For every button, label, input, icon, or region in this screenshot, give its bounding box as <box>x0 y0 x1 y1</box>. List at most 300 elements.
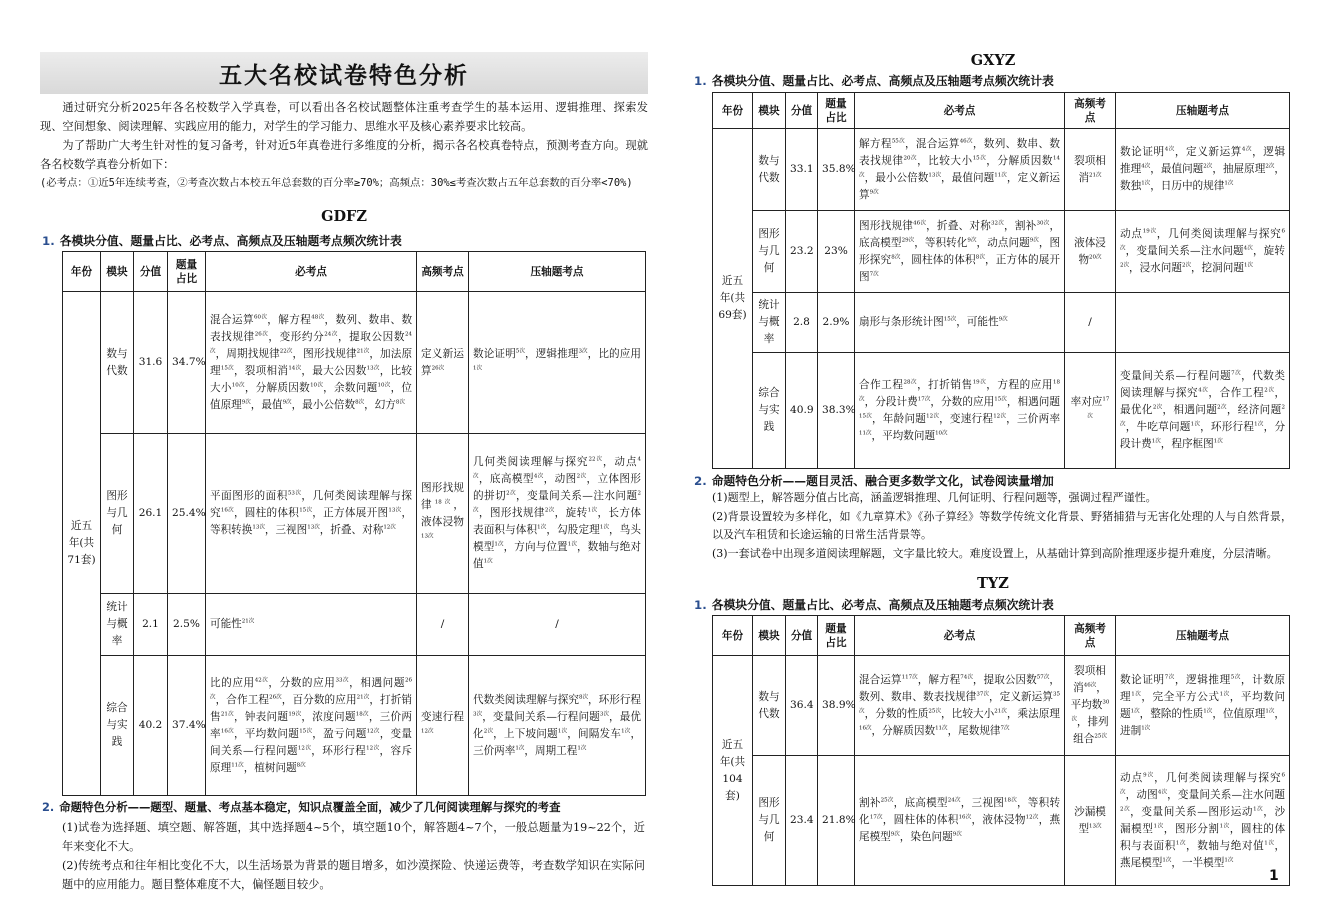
topic-text: 裂项相消 <box>1073 665 1106 694</box>
gdfz-section-1-text: 各模块分值、题量占比、必考点、高频点及压轴题考点频次统计表 <box>59 234 402 248</box>
topic-text: ，图形分割 <box>1163 822 1220 835</box>
topic-text: ，液体浸物 <box>971 814 1026 826</box>
header-high: 高频考点 <box>1065 616 1116 656</box>
topic-text: ，数轴与绝对值 <box>473 541 642 570</box>
ratio-cell: 38.9% <box>818 656 855 756</box>
year-cell: 近五年(共69套) <box>713 129 753 469</box>
topic-count: 12次 <box>366 744 380 751</box>
topic-count: 24次 <box>324 330 338 337</box>
hard-cell <box>1116 756 1290 886</box>
topic-count: 9次 <box>1029 236 1039 243</box>
topic-count: 33次 <box>335 676 350 683</box>
topic-text: ，变量间关系—行程问题 <box>210 727 413 757</box>
topic-text: ，相遇问题 <box>1006 395 1061 408</box>
topic-text: 解方程 <box>859 137 892 150</box>
topic-text: ，方向与位置 <box>503 541 568 553</box>
topic-count: 12次 <box>421 727 434 734</box>
topic-text: / <box>555 618 559 630</box>
topic-count: 9次 <box>967 236 977 243</box>
topic-text: ，图形探究 <box>859 236 1061 266</box>
topic-text: ，乘法原理 <box>1006 707 1061 720</box>
topic-text: ，解方程 <box>917 673 961 686</box>
module-cell: 统计与概率 <box>753 293 786 353</box>
module-cell: 综合与实践 <box>753 353 786 469</box>
header-score: 分值 <box>134 252 168 292</box>
header-must: 必考点 <box>855 616 1065 656</box>
topic-count: 1次 <box>494 541 504 548</box>
topic-text: ，数列、数串、数表找规律 <box>859 137 1061 167</box>
topic-count: 28次 <box>903 378 918 385</box>
topic-text: ，计数原理 <box>1120 673 1286 703</box>
topic-count: 7次 <box>1231 370 1242 377</box>
topic-text: ，分数的应用 <box>268 676 336 689</box>
topic-text: ，合作工程 <box>1208 387 1265 399</box>
topic-count: 10次 <box>935 429 948 436</box>
topic-text: ，环形行程 <box>588 693 642 706</box>
school-name-tyz: TYZ <box>977 575 1009 592</box>
topic-text: ，三价两率 <box>210 710 413 740</box>
topic-text: ，分解质因数 <box>986 154 1053 167</box>
gdfz-point-2: (2)传统考点和往年相比变化不大，以生活场景为背景的题目增多，如沙漠探险、快递运费等，考查数学知识在实际问题中的应用能力。题目整体难度不大，偏怪题目较少。 <box>62 859 645 891</box>
topic-count: 11次 <box>859 429 872 436</box>
topic-text: ，等积转换 <box>210 507 413 536</box>
topic-count: 2次 <box>1181 262 1191 269</box>
topic-count: 26次 <box>431 364 445 371</box>
topic-text: ，植树问题 <box>243 761 297 774</box>
topic-text: ，等积转化 <box>914 236 968 249</box>
topic-count: 1次 <box>483 558 493 565</box>
topic-count: 15次 <box>943 316 957 323</box>
topic-count: 26次 <box>269 693 282 700</box>
topic-count: 2次 <box>483 727 494 734</box>
topic-text: ，定义新运算 <box>1174 146 1242 158</box>
topic-text: ，盈亏问题 <box>312 727 367 740</box>
topic-count: 9次 <box>952 831 962 838</box>
topic-count: 2次 <box>1120 404 1286 428</box>
topic-count: 55次 <box>891 137 905 144</box>
tyz-table <box>712 615 1290 886</box>
gdfz-section-1-heading <box>42 232 402 249</box>
tyz-section-1-text: 各模块分值、题量占比、必考点、高频点及压轴题考点频次统计表 <box>711 598 1054 612</box>
topic-count: 3次 <box>599 710 610 717</box>
topic-text: ，燕尾模型 <box>1120 839 1286 869</box>
topic-text: ，打折销售 <box>917 378 973 391</box>
school-name-gxyz: GXYZ <box>970 52 1016 69</box>
topic-text: 混合运算 <box>859 673 902 686</box>
topic-count: 57次 <box>1036 673 1050 680</box>
topic-text: ，打折销售 <box>210 693 413 723</box>
gdfz-table <box>62 251 646 796</box>
topic-count: 2次 <box>473 490 642 514</box>
topic-count: 117次 <box>901 673 918 680</box>
topic-text: ，浸水问题 <box>1129 262 1182 274</box>
topic-text: ，鸟头模型 <box>473 524 642 553</box>
topic-count: 12次 <box>993 412 1007 419</box>
topic-count: 1次 <box>1254 421 1264 428</box>
topic-text: ，最值 <box>250 398 283 411</box>
topic-count: 21次 <box>356 347 370 354</box>
topic-count: 26次 <box>210 676 413 700</box>
topic-text: ，环形行程 <box>1200 421 1255 433</box>
topic-count: 9次 <box>241 398 251 405</box>
gxyz-section-2-text: 命题特色分析——题目灵活、融合更多数学文化，试卷阅读量增加 <box>711 474 1054 488</box>
topic-count: 1次 <box>1141 180 1151 187</box>
topic-count: 21次 <box>220 710 234 717</box>
topic-count: 5次 <box>1230 673 1241 680</box>
topic-text: ，环形行程 <box>311 744 367 757</box>
topic-text: ，几何类阅读理解与探究 <box>1154 771 1282 784</box>
topic-text: ，分解质因数 <box>871 724 936 737</box>
topic-count: 1次 <box>1175 839 1187 846</box>
intro-p1: 通过研究分析2025年各名校数学入学真卷，可以看出各名校试题整体注重考查学生的基本运用、逻辑推理、探索发现、空间想象、阅读理解、实践应用的能力，对学生的学习能力、思维水平及核心素养要求比较高。 <box>40 101 648 133</box>
topic-count: 18次 <box>859 378 1060 402</box>
topic-text: ，三价两率 <box>1006 412 1061 425</box>
topic-text: 平面图形的面积 <box>210 490 288 502</box>
topic-text: ，幻方 <box>364 398 396 411</box>
topic-text: ，方程的应用 <box>986 378 1053 391</box>
gxyz-section-2-number: 2. <box>694 474 707 488</box>
topic-text: ，浓度问题 <box>301 710 356 723</box>
module-cell: 图形与几何 <box>753 211 786 293</box>
hard-cell <box>469 594 646 656</box>
topic-text: ，变量间关系—注水问题 <box>1125 245 1244 257</box>
topic-count: 10次 <box>231 381 245 388</box>
topic-count: 18次 <box>1004 797 1017 804</box>
tyz-section-1-number: 1. <box>694 598 707 612</box>
topic-count: 1次 <box>1219 690 1230 697</box>
topic-count: 13次 <box>928 171 942 178</box>
topic-text: ，提取公因数 <box>337 330 406 343</box>
topic-text: ，平均数 <box>1070 682 1107 711</box>
topic-text: 液体浸物 <box>1074 236 1106 266</box>
year-cell: 近五年(共104套) <box>713 656 753 886</box>
topic-count: 30次 <box>1071 699 1110 723</box>
topic-text: / <box>440 618 445 630</box>
high-cell <box>417 594 469 656</box>
topic-text: ，最值问题 <box>1150 163 1204 175</box>
ratio-cell: 25.4% <box>168 434 206 594</box>
score-cell: 40.9 <box>786 353 818 469</box>
topic-text: ，钟表问题 <box>233 710 289 723</box>
topic-text: ，数独 <box>1120 163 1285 192</box>
topic-text: ，逻辑推理 <box>1120 146 1286 175</box>
topic-text: 数论证明 <box>1120 673 1165 686</box>
topic-count: 9次 <box>890 831 900 838</box>
topic-text: ，圆柱的体积与表面积 <box>1120 822 1286 852</box>
score-cell: 26.1 <box>134 434 168 594</box>
hard-cell <box>469 656 646 796</box>
topic-count: 24次 <box>210 330 413 354</box>
gxyz-analysis <box>712 489 1292 563</box>
hard-cell <box>1116 656 1290 756</box>
topic-count: 37次 <box>976 690 990 697</box>
topic-count: 60次 <box>253 313 268 320</box>
gxyz-point-1: (1)题型上，解答题分值占比高，涵盖逻辑推理、几何证明、行程问题等，强调过程严谨性。 <box>712 491 1157 504</box>
topic-count: 9次 <box>1143 771 1155 778</box>
topic-count: 2次 <box>1265 163 1275 170</box>
topic-count: 6次 <box>1120 771 1286 795</box>
topic-count: 1次 <box>1253 805 1264 812</box>
topic-count: 35次 <box>859 690 1061 714</box>
gdfz-analysis <box>62 818 645 894</box>
topic-count: 16次 <box>859 724 872 731</box>
header-module: 模块 <box>101 252 134 292</box>
topic-count: 4次 <box>1243 245 1253 252</box>
topic-count: 16次 <box>958 814 972 821</box>
module-cell: 数与代数 <box>101 292 134 434</box>
ratio-cell: 2.5% <box>168 594 206 656</box>
topic-text: ，上下坡问题 <box>493 727 558 740</box>
header-score: 分值 <box>786 93 818 129</box>
topic-count: 11次 <box>231 761 244 768</box>
gxyz-table <box>712 92 1290 469</box>
hard-cell <box>1116 129 1290 211</box>
topic-text: ，提取公因数 <box>972 673 1037 686</box>
topic-count: 22次 <box>588 456 603 463</box>
ratio-cell: 37.4% <box>168 656 206 796</box>
header-module: 模块 <box>753 93 786 129</box>
topic-count: 7次 <box>869 270 879 277</box>
header-ratio: 题量占比 <box>818 616 855 656</box>
topic-text: ，变量间关系—行程问题 <box>482 710 600 723</box>
topic-text: 变速行程 <box>421 710 464 723</box>
topic-count: 1次 <box>1190 421 1201 428</box>
high-cell <box>1065 211 1116 293</box>
topic-count: 17次 <box>1087 395 1110 419</box>
gdfz-section-1-number: 1. <box>42 234 55 248</box>
topic-text: ，分段计费 <box>1120 421 1286 450</box>
topic-count: 14次 <box>859 154 1060 178</box>
school-name-gdfz: GDFZ <box>321 208 367 225</box>
topic-text: ，余数问题 <box>323 381 378 394</box>
header-high: 高频考点 <box>417 252 469 292</box>
topic-text: ，液体浸物 <box>421 498 465 528</box>
topic-count: 24次 <box>947 797 961 804</box>
topic-text: ，最优化 <box>1120 387 1286 416</box>
high-cell <box>1065 656 1116 756</box>
topic-text: 变量间关系—行程问题 <box>1120 370 1232 382</box>
topic-count: 12次 <box>297 744 312 751</box>
topic-count: 18次 <box>355 710 369 717</box>
must-cell <box>206 656 417 796</box>
topic-text: ，牛吃草问题 <box>1125 421 1191 433</box>
gxyz-section-1-number: 1. <box>694 74 707 88</box>
topic-count: 3次 <box>473 710 483 717</box>
topic-count: 1次 <box>1264 839 1275 846</box>
topic-count: 11次 <box>935 724 948 731</box>
topic-text: ，百分数的应用 <box>281 693 357 706</box>
topic-count: 1次 <box>1219 822 1230 829</box>
topic-text: ，位值原理 <box>210 381 413 411</box>
topic-text: ，挖洞问题 <box>1190 262 1244 274</box>
score-cell: 2.8 <box>786 293 818 353</box>
topic-text: ，变速行程 <box>939 412 994 425</box>
topic-text: ，圆柱体的体积 <box>882 814 959 826</box>
topic-count: 12次 <box>1025 814 1039 821</box>
topic-count: 6次 <box>1120 228 1286 252</box>
topic-text: ，间隔发车 <box>567 727 622 740</box>
header-module: 模块 <box>753 616 786 656</box>
topic-text: ，圆柱的体积 <box>233 507 300 519</box>
topic-count: 1次 <box>1224 180 1234 187</box>
topic-text: ，比较大小 <box>917 154 973 167</box>
topic-text: ，加法原理 <box>210 347 413 377</box>
topic-text: ，相遇问题 <box>1162 404 1218 416</box>
topic-text: 数论证明 <box>473 347 516 360</box>
topic-text: 数论证明 <box>1120 146 1165 158</box>
topic-count: 16次 <box>220 727 234 734</box>
topic-count: 5次 <box>515 347 525 354</box>
topic-text: ，变量间关系—注水问题 <box>516 490 638 502</box>
topic-count: 13次 <box>1089 822 1102 829</box>
score-cell: 31.6 <box>134 292 168 434</box>
topic-text: ，排列组合 <box>1073 716 1109 745</box>
topic-text: ，年龄问题 <box>871 412 927 425</box>
module-cell: 数与代数 <box>753 129 786 211</box>
topic-count: 26次 <box>254 330 269 337</box>
topic-count: 17次 <box>869 814 883 821</box>
year-cell: 近五年(共71套) <box>63 292 101 796</box>
topic-count: 8次 <box>579 693 589 700</box>
must-cell <box>855 211 1065 293</box>
page-title: 五大名校试卷特色分析 <box>219 62 469 89</box>
topic-count: 46次 <box>959 137 973 144</box>
topic-text: ，动图 <box>543 473 577 485</box>
topic-count: 1次 <box>1130 707 1140 714</box>
topic-count: 12次 <box>383 524 396 531</box>
high-cell <box>1065 129 1116 211</box>
topic-count: 8次 <box>355 398 365 405</box>
topic-count: 8次 <box>891 253 901 260</box>
topic-text: ，折叠、对称 <box>319 524 384 536</box>
topic-text: ，定义新运算 <box>859 171 1061 201</box>
topic-count: 10次 <box>310 381 324 388</box>
topic-text: ，染色问题 <box>899 831 953 843</box>
high-cell <box>1065 756 1116 886</box>
topic-text: ，最小公倍数 <box>291 398 356 411</box>
gdfz-point-1: (1)试卷为选择题、填空题、解答题，其中选择题4~5个，填空题10个，解答题4~7个，一般总题量为19~22个，近年来变化不大。 <box>62 821 645 853</box>
topic-count: 15次 <box>994 395 1007 402</box>
topic-count: 46次 <box>1083 682 1097 689</box>
topic-text: ，解方程 <box>267 313 312 326</box>
topic-text: ，数列、数串、数表找规律 <box>210 313 413 343</box>
topic-count: 8次 <box>395 398 405 405</box>
module-cell: 综合与实践 <box>101 656 134 796</box>
topic-text: ，容斥原理 <box>210 744 413 774</box>
topic-text: ，经济问题 <box>1226 404 1282 416</box>
hard-cell <box>1116 211 1290 293</box>
topic-count: 4次 <box>1141 163 1151 170</box>
header-must: 必考点 <box>855 93 1065 129</box>
topic-count: 15次 <box>299 507 313 514</box>
topic-text: ，抽屉原理 <box>1212 163 1266 175</box>
topic-count: 4次 <box>1198 387 1209 394</box>
topic-count: 1次 <box>1162 856 1172 863</box>
topic-count: 8次 <box>296 761 306 768</box>
topic-count: 15次 <box>972 154 987 161</box>
topic-count: 25次 <box>928 707 942 714</box>
page-number: 1 <box>1269 868 1279 884</box>
header-must: 必考点 <box>206 252 417 292</box>
topic-count: 30次 <box>1036 219 1050 226</box>
topic-count: 21次 <box>1089 171 1102 178</box>
module-cell: 数与代数 <box>753 656 786 756</box>
intro-definition: (必考点：①近5年连续考查，②考查次数占本校五年总套数的百分率≥70%；高频点：30%≤考查次数占五年总套数的百分率<70%) <box>40 177 633 189</box>
score-cell: 2.1 <box>134 594 168 656</box>
header-year: 年份 <box>713 616 753 656</box>
topic-count: 4次 <box>1241 146 1253 153</box>
topic-text: ，底高模型 <box>893 797 948 809</box>
topic-count: 9次 <box>998 316 1008 323</box>
topic-count: 15次 <box>220 364 234 371</box>
topic-count: 1次 <box>1151 438 1161 445</box>
topic-count: 20次 <box>1089 253 1102 260</box>
topic-count: 22次 <box>279 347 293 354</box>
topic-text: ，变量间关系—注水问题 <box>1167 788 1286 801</box>
topic-text: 割补 <box>859 797 881 809</box>
topic-text: ，底高模型 <box>478 473 534 485</box>
topic-text: ，沙漏模型 <box>1120 805 1286 835</box>
topic-text: ，三视图 <box>264 524 308 536</box>
topic-count: 16次 <box>220 507 234 514</box>
must-cell <box>206 594 417 656</box>
topic-count: 1次 <box>1213 438 1223 445</box>
tyz-section-1-heading <box>694 596 1054 613</box>
topic-text: ，整除的性质 <box>1139 707 1204 720</box>
topic-text: ，旋转 <box>1252 245 1286 257</box>
topic-text: ，最值问题 <box>941 171 995 184</box>
topic-text: ，分数的应用 <box>930 395 995 408</box>
topic-text: ，图形找规律 <box>478 507 545 519</box>
topic-text: ，平均数问题 <box>871 429 936 442</box>
topic-text: ，分解质因数 <box>244 381 311 394</box>
topic-count: 1次 <box>577 744 587 751</box>
score-cell: 33.1 <box>786 129 818 211</box>
topic-count: 1次 <box>537 524 547 531</box>
topic-count: 2次 <box>544 507 555 514</box>
topic-text: ，动点 <box>602 456 638 468</box>
topic-count: 32次 <box>991 219 1005 226</box>
topic-text: 裂项相消 <box>1074 154 1106 184</box>
topic-count: 42次 <box>254 676 269 683</box>
topic-count: 13次 <box>421 532 434 539</box>
topic-text: ，底高模型 <box>859 219 1061 249</box>
module-cell: 图形与几何 <box>753 756 786 886</box>
topic-text: 合作工程 <box>859 378 904 391</box>
topic-text: ，比较大小 <box>210 364 413 394</box>
topic-text: ，代数类阅读理解与探究 <box>1120 370 1286 399</box>
must-cell <box>206 292 417 434</box>
topic-text: 可能性 <box>210 618 242 630</box>
module-cell: 统计与概率 <box>101 594 134 656</box>
must-cell <box>855 293 1065 353</box>
topic-count: 25次 <box>880 797 894 804</box>
topic-text: ，一半模型 <box>1171 856 1225 869</box>
high-cell <box>1065 293 1116 353</box>
topic-count: 2次 <box>506 490 517 497</box>
header-hard: 压轴题考点 <box>1116 93 1290 129</box>
topic-text: ，比的应用 <box>587 347 642 360</box>
topic-text: 代数类阅读理解与探究 <box>473 693 579 706</box>
topic-text: 定义新运算 <box>421 347 464 377</box>
topic-count: 2次 <box>1120 262 1129 269</box>
topic-count: 74次 <box>960 673 973 680</box>
topic-text: ，正方体展开图 <box>312 507 389 519</box>
topic-count: 7次 <box>1164 673 1175 680</box>
gxyz-point-3: (3)一套试卷中出现多道阅读理解题，文字量比较大。难度设置上，从基础计算到高阶推理逐步提升难度，分层清晰。 <box>712 546 1278 560</box>
gxyz-section-2-heading <box>694 472 1054 489</box>
topic-count: 2次 <box>1152 404 1163 411</box>
